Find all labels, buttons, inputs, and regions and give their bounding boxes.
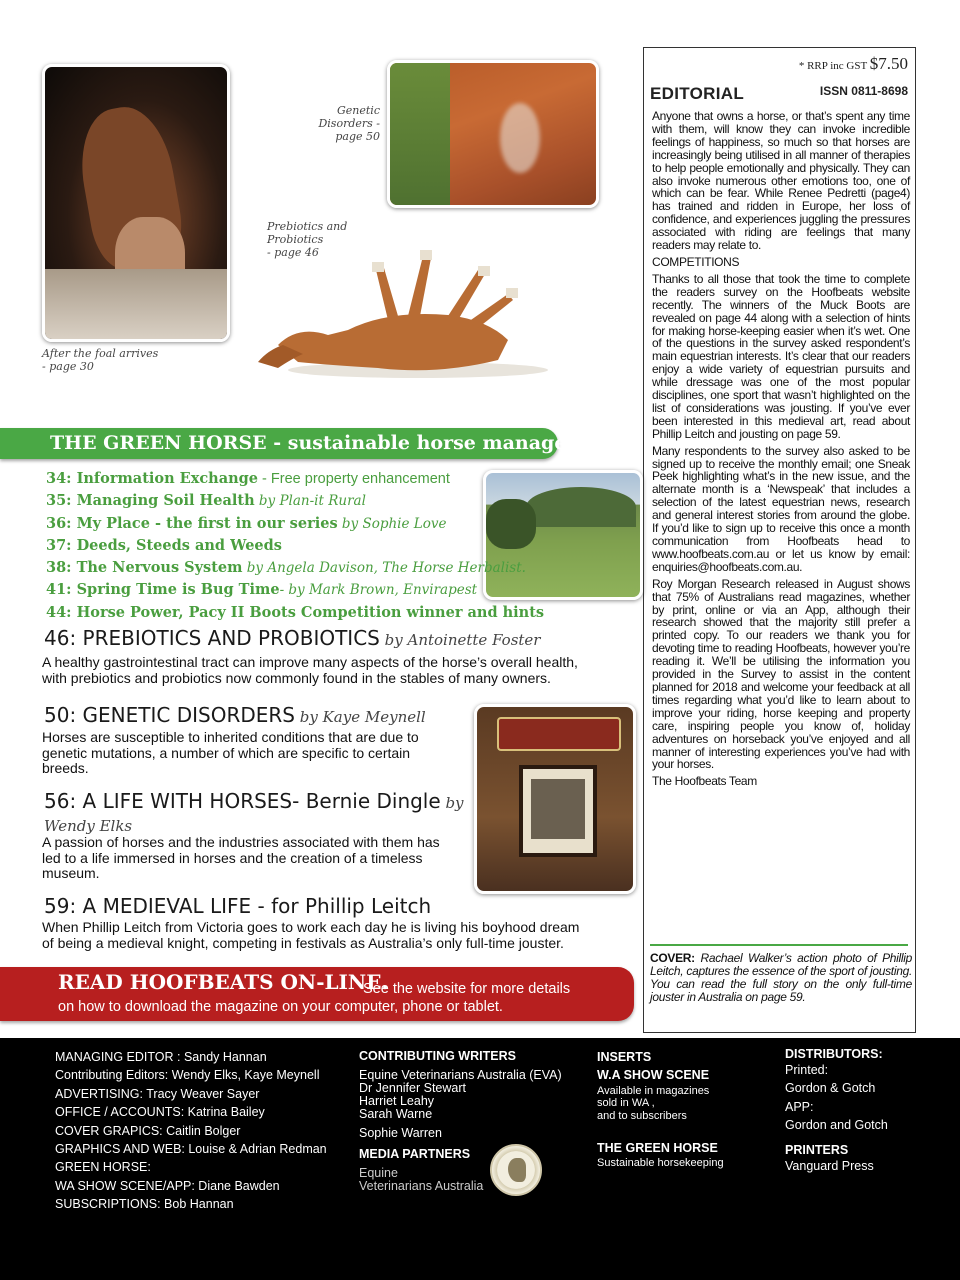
read-online-text: See the website for more details [363,981,571,997]
contents-item[interactable]: 41: Spring Time is Bug Time- by Mark Brown, Envirapest [46,581,478,599]
feature-title-life-with-horses[interactable]: 56: A LIFE WITH HORSES- Bernie Dingle by [44,789,464,813]
staff-list: MANAGING EDITOR : Sandy Hannan Contributing Editors: Wendy Elks, Kaye Meynell ADVERTISING: Tracy Weaver Sayer OFFICE / ACCOUNTS: Katrina Bailey COVER GRAPICS: Caitlin Bolger GRAPHICS AND WEB: Louise & Adrian Redman GREEN HORSE: WA SHOW SCENE/APP: Diane Bawden SUBSCRIPTIONS: Bob Hannan [55,1050,327,1212]
green-horse-banner [0,428,622,459]
distributors-column: DISTRIBUTORS: Printed: Gordon & Gotch APP: Gordon and Gotch PRINTERS Vanguard Press [785,1047,888,1173]
read-online-banner[interactable] [0,967,634,1021]
feature-text-prebiotics: A healthy gastrointestinal tract can improve many aspects of the horse’s overall health, with prebiotics and probiotics now commonly found in the stables of many owners. [42,654,578,686]
read-online-text-2: on how to download the magazine on your computer, phone or tablet. [58,999,503,1015]
issn-number: ISSN 0811-8698 [819,84,908,98]
contents-item[interactable]: 44: Horse Power, Pacy II Boots Competition winner and hints [46,603,545,621]
contents-item[interactable]: 34: Information Exchange - Free property enhancement [46,470,450,487]
feature-author-life-with-horses: Wendy Elks [44,817,133,835]
editorial-signoff: The Hoofbeats Team [652,774,757,789]
read-online-title: READ HOOFBEATS ON-LINE. [58,970,389,994]
foal-caption: After the foal arrives - page 30 [42,347,159,373]
genetic-disorder-photo [387,60,599,208]
rolling-horse-image [258,250,558,380]
eva-seal-logo [490,1144,542,1196]
property-landscape-photo [483,470,643,600]
contributing-writers: CONTRIBUTING WRITERS Equine Veterinarians Australia (EVA) Dr Jennifer Stewart Harriet Leahy Sarah Warne Sophie Warren MEDIA PARTNERS Equine Veterinarians Australia [359,1050,579,1193]
editorial-body [652,110,910,792]
rrp-price: * RRP inc GST $7.50 [798,54,908,73]
editorial-paragraph: Thanks to all those that took the time to complete the readers survey on the Hoofbeats website recently. The winners of the Muck Boots are revealed on page 44 along with a selection of hints for making horse-keeping easier when it’s wet. One of the questions in the survey asked respondent’s main equestrian interests. It’s clear that our readers enjoy a wide variety of equestrian pursuits and while dressage was one of the most popular disciplines, one sport that wasn’t highlighted on the list of considerations was jousting. If you’ve ever been interested in this medieval art, read about Phillip Leitch and jousting on page 59. [652,271,910,441]
cover-note: COVER: Rachael Walker’s action photo of Phillip Leitch, captures the essence of the sport of jousting. You can read the full story on the only full-time jouster in Australia on page 59. [650,951,912,1004]
feature-text-genetic: Horses are susceptible to inherited conditions that are due to genetic mutations, a number of which are specific to certain breeds. [42,729,419,777]
coachbuilder-museum-photo [474,704,636,894]
feature-text-life-with-horses: A passion of horses and the industries associated with them has led to a life immersed in horses and the creation of a timeless museum. [42,834,440,882]
feature-title-genetic[interactable]: 50: GENETIC DISORDERS by Kaye Meynell [44,703,426,727]
green-horse-banner-title: THE GREEN HORSE - sustainable horse management [50,432,622,454]
editorial-paragraph: Anyone that owns a horse, or that’s spent any time with them, will know they can invoke incredible feelings of happiness, so much so that horses are increasingly being utilised in all manner of therapies to help people emotionally and physically. They can also invoke numerous other emotions too, one of which can be fear. While Renee Pedretti (page4) has trained and ridden in Europe, her loss of confidence, and experiences juggling the pressures associated with riding are feelings that many readers may relate to. [652,109,910,253]
foal-photo [42,64,230,342]
editorial-divider [650,944,908,946]
contents-item[interactable]: 37: Deeds, Steeds and Weeds [46,536,282,554]
contents-item[interactable]: 38: The Nervous System by Angela Davison, The Horse Herbalist. [46,559,526,577]
genetic-disorders-caption: Genetic Disorders - page 50 [318,104,380,143]
contents-item[interactable]: 35: Managing Soil Health by Plan-it Rural [46,492,366,510]
inserts-column: INSERTS W.A SHOW SCENE Available in magazines sold in WA , and to subscribers THE GREEN HORSE Sustainable horsekeeping [597,1050,724,1169]
media-partners-heading: MEDIA PARTNERS [359,1147,471,1161]
feature-title-prebiotics[interactable]: 46: PREBIOTICS AND PROBIOTICS by Antoinette Foster [44,626,541,650]
prebiotics-caption: Prebiotics and Probiotics - page 46 [267,220,348,259]
contents-item[interactable]: 36: My Place - the first in our series by Sophie Love [46,514,447,532]
editorial-box [643,47,916,1033]
green-horse-contents-list [46,468,545,624]
editorial-paragraph: Roy Morgan Research released in August shows that 75% of Australians read magazines, whether by print, online or via an App, although their research showed that the majority still prefer a printed copy. To our readers we thank you for devoting time to reading Hoofbeats, however you’re reading it. We’ll be utilising the information you provided in the Survey to assist in the content planned for 2018 and welcome your feedback at all times regarding what you’d like to learn about to improve your riding, horse keeping and property care, inspiring people you know of, holiday adventures on horseback you’ve enjoyed and all manner of interesting experiences you’ve had with your horses. [652,576,910,772]
editorial-subheading: COMPETITIONS [652,254,740,269]
editorial-paragraph: Many respondents to the survey also asked to be signed up to receive the monthly email; one Sneak Peek highlighting what’s in the new issue, and the alternate month is a ‘Newspeak’ that includes a selection of the latest equestrian news, research and general interest stories from around the globe. If you’d like to sign up to receive this once a month communication from Hoofbeats head to www.hoofbeats.com.au or let us know by email: enquiries@hoofbeats.com.au. [652,443,910,574]
masthead-footer [0,1038,960,1280]
feature-title-medieval[interactable]: 59: A MEDIEVAL LIFE - for Phillip Leitch [44,894,432,918]
feature-text-medieval: When Phillip Leitch from Victoria goes to work each day he is living his boyhood dream of being a medieval knight, competing in festivals as Australia’s only full-time jouster. [42,919,580,951]
editorial-title: EDITORIAL [650,84,745,103]
